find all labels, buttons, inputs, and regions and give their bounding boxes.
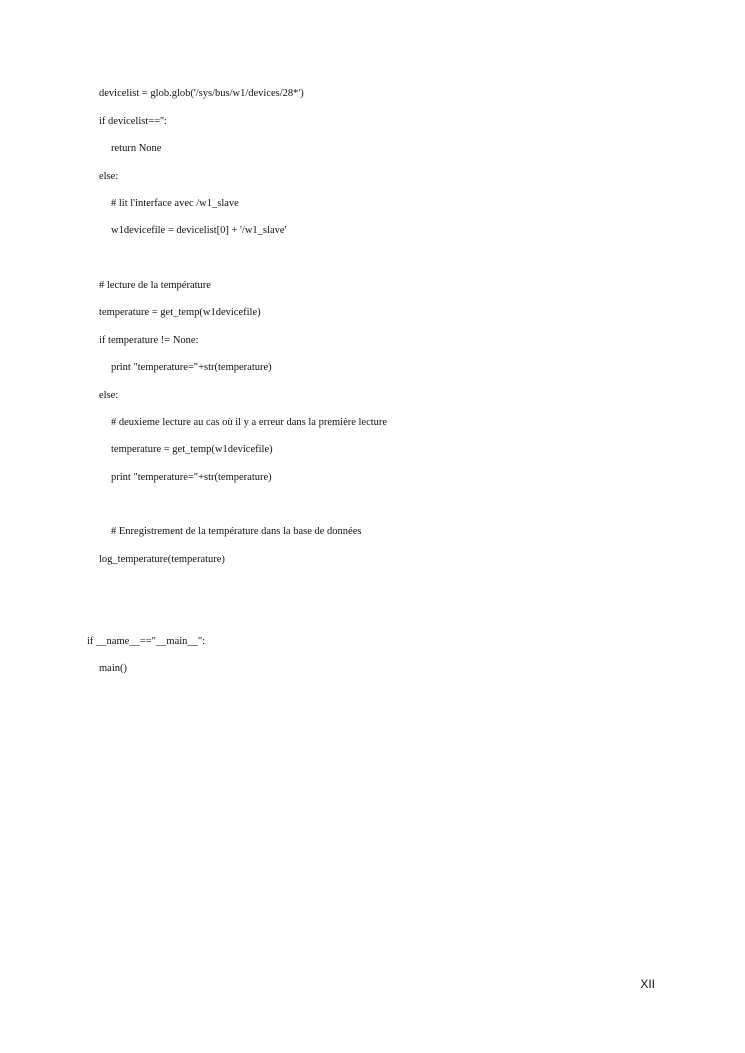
code-line: # Enregistrement de la température dans la base de données <box>111 526 362 537</box>
code-line: # deuxieme lecture au cas où il y a erreur dans la première lecture <box>111 417 388 428</box>
code-line: if devicelist=='': <box>99 116 167 127</box>
code-line: # lit l'interface avec /w1_slave <box>111 198 239 209</box>
page-number: XII <box>640 977 655 991</box>
code-line: return None <box>111 143 162 154</box>
code-line: temperature = get_temp(w1devicefile) <box>99 307 261 318</box>
code-line: log_temperature(temperature) <box>99 554 225 565</box>
code-line: # lecture de la température <box>99 280 211 291</box>
code-line: w1devicefile = devicelist[0] + '/w1_slave' <box>111 225 287 236</box>
code-line: devicelist = glob.glob('/sys/bus/w1/devices/28*') <box>99 88 304 99</box>
code-line: print "temperature="+str(temperature) <box>111 362 272 373</box>
code-line: if temperature != None: <box>99 335 199 346</box>
code-line: temperature = get_temp(w1devicefile) <box>111 444 273 455</box>
code-line: print "temperature="+str(temperature) <box>111 472 272 483</box>
code-line: main() <box>99 663 127 674</box>
code-line: if __name__=="__main__": <box>87 636 206 647</box>
code-line: else: <box>99 390 119 401</box>
code-line: else: <box>99 171 119 182</box>
